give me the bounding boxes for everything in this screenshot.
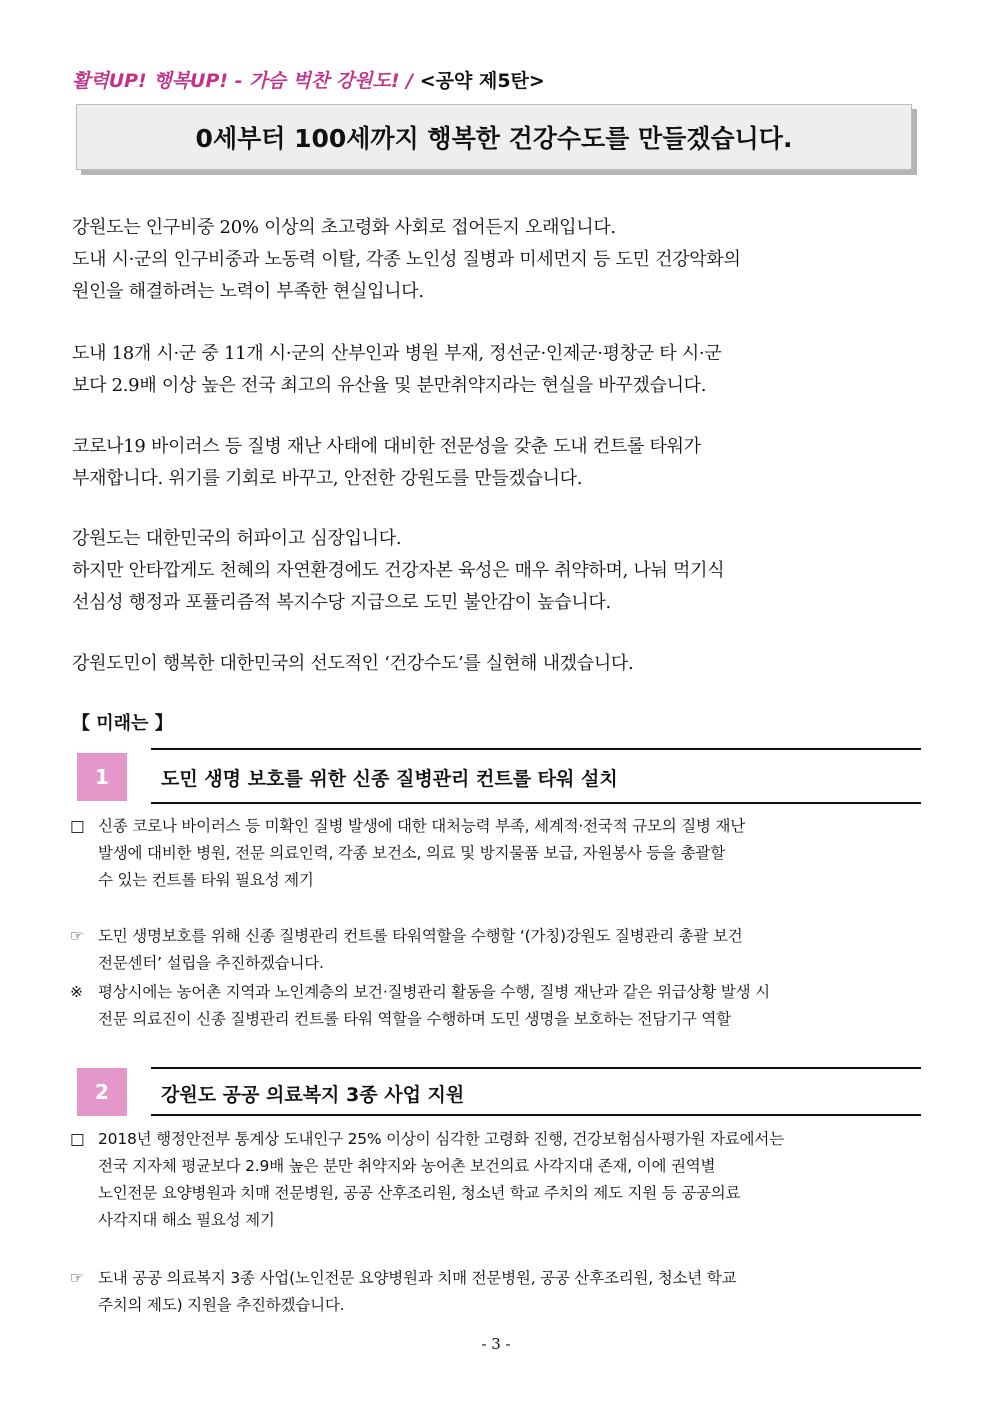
checkbox-bullet-icon: □: [70, 817, 85, 835]
pointing-hand-icon: ☞: [70, 1269, 84, 1287]
intro-paragraph-2: [72, 338, 920, 402]
text-line: 강원도는 대한민국의 허파이고 심장입니다.: [72, 528, 402, 549]
section-1-top-rule: [151, 748, 921, 750]
future-heading: 【 미래는 】: [72, 713, 173, 734]
text-line: 사각지대 해소 필요성 제기: [98, 1211, 275, 1229]
intro-paragraph-5: [72, 648, 920, 680]
section-1-number-badge: 1: [77, 753, 127, 801]
text-line: 강원도는 인구비중 20% 이상의 초고령화 사회로 접어든지 오래입니다.: [72, 217, 616, 238]
text-line: 도내 18개 시·군 중 11개 시·군의 산부인과 병원 부재, 정선군·인제군·평창군 타 시·군: [72, 343, 722, 364]
text-line: 보다 2.9배 이상 높은 전국 최고의 유산율 및 분만취약지라는 현실을 바꾸겠습니다.: [72, 375, 707, 396]
reference-mark-icon: ※: [70, 983, 83, 1001]
text-line: 평상시에는 농어촌 지역과 노인계층의 보건·질병관리 활동을 수행, 질병 재난과 같은 위급상황 발생 시: [98, 983, 770, 1001]
section-1-title: 도민 생명 보호를 위한 신종 질병관리 컨트롤 타워 설치: [161, 768, 618, 790]
section-1-item-2: [70, 923, 922, 977]
text-line: 도민 생명보호를 위해 신종 질병관리 컨트롤 타워역할을 수행할 ‘(가칭)강원도 질병관리 총괄 보건: [98, 927, 743, 945]
text-line: 강원도민이 행복한 대한민국의 선도적인 ‘건강수도’를 실현해 내겠습니다.: [72, 653, 634, 674]
text-line: 도내 공공 의료복지 3종 사업(노인전문 요양병원과 치매 전문병원, 공공 산후조리원, 청소년 학교: [98, 1269, 737, 1287]
text-line: 2018년 행정안전부 통계상 도내인구 25% 이상이 심각한 고령화 진행, 건강보험심사평가원 자료에서는: [98, 1130, 784, 1148]
title-box: [76, 104, 912, 170]
campaign-slogan: 활력UP! 행복UP! - 가슴 벅찬 강원도! /: [72, 70, 420, 92]
section-2-title: 강원도 공공 의료복지 3종 사업 지원: [161, 1084, 465, 1106]
text-line: 도내 시·군의 인구비중과 노동력 이탈, 각종 노인성 질병과 미세먼지 등 도민 건강악화의: [72, 249, 741, 270]
section-1-bottom-rule: [151, 802, 921, 804]
section-2-item-1: [70, 1126, 922, 1234]
text-line: 전문센터’ 설립을 추진하겠습니다.: [98, 954, 324, 972]
campaign-header: [72, 66, 545, 93]
section-2-top-rule: [151, 1067, 921, 1069]
intro-paragraph-1: [72, 212, 920, 308]
text-line: 주치의 제도) 지원을 추진하겠습니다.: [98, 1296, 345, 1314]
checkbox-bullet-icon: □: [70, 1130, 85, 1148]
intro-paragraph-3: [72, 431, 920, 495]
text-line: 수 있는 컨트롤 타워 필요성 제기: [98, 871, 314, 889]
section-1-item-3: [70, 979, 922, 1033]
text-line: 부재합니다. 위기를 기회로 바꾸고, 안전한 강원도를 만들겠습니다.: [72, 468, 583, 489]
text-line: 발생에 대비한 병원, 전문 의료인력, 각종 보건소, 의료 및 방지물품 보급, 자원봉사 등을 총괄할: [98, 844, 725, 862]
section-2-bottom-rule: [151, 1114, 921, 1116]
pledge-number: <공약 제5탄>: [419, 70, 545, 92]
page-number: - 3 -: [481, 1335, 511, 1353]
text-line: 하지만 안타깝게도 천혜의 자연환경에도 건강자본 육성은 매우 취약하며, 나눠 먹기식: [72, 560, 725, 581]
text-line: 신종 코로나 바이러스 등 미확인 질병 발생에 대한 대처능력 부족, 세계적·전국적 규모의 질병 재난: [98, 817, 746, 835]
text-line: 코로나19 바이러스 등 질병 재난 사태에 대비한 전문성을 갖춘 도내 컨트롤 타워가: [72, 436, 701, 457]
text-line: 선심성 행정과 포퓰리즘적 복지수당 지급으로 도민 불안감이 높습니다.: [72, 592, 611, 613]
text-line: 원인을 해결하려는 노력이 부족한 현실입니다.: [72, 281, 424, 302]
section-2-item-2: [70, 1265, 922, 1319]
pointing-hand-icon: ☞: [70, 927, 84, 945]
page-title: 0세부터 100세까지 행복한 건강수도를 만들겠습니다.: [195, 124, 793, 153]
intro-paragraph-4: [72, 523, 920, 619]
text-line: 전국 지자체 평균보다 2.9배 높은 분만 취약지와 농어촌 보건의료 사각지대 존재, 이에 권역별: [98, 1157, 716, 1175]
section-1-item-1: [70, 813, 922, 894]
text-line: 노인전문 요양병원과 치매 전문병원, 공공 산후조리원, 청소년 학교 주치의 제도 지원 등 공공의료: [98, 1184, 741, 1202]
text-line: 전문 의료진이 신종 질병관리 컨트롤 타워 역할을 수행하며 도민 생명을 보호하는 전담기구 역할: [98, 1010, 731, 1028]
section-2-number-badge: 2: [77, 1068, 127, 1116]
